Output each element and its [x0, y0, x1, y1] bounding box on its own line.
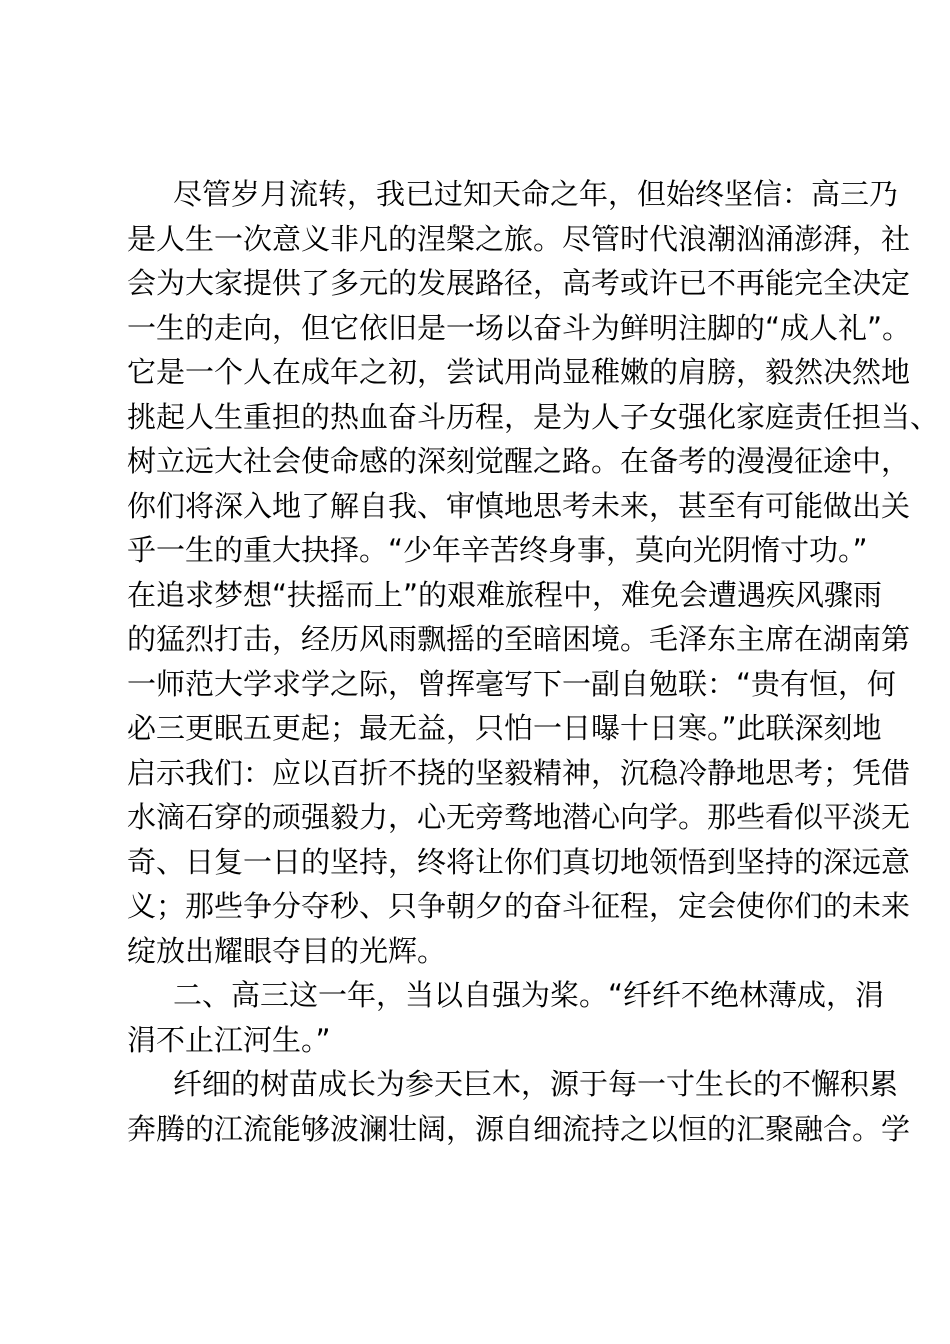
text-line: 的猛烈打击，经历风雨飘摇的至暗困境。毛泽东主席在湖南第 — [127, 622, 911, 656]
text-line: 是人生一次意义非凡的涅槃之旅。尽管时代浪潮汹涌澎湃，社 — [127, 221, 911, 256]
text-line: 奇、日复一日的坚持，终将让你们真切地领悟到坚持的深远意 — [127, 844, 911, 879]
text-line: 纤细的树苗成长为参天巨木，源于每一寸生长的不懈积累 — [173, 1067, 899, 1101]
paragraph-3 — [127, 1062, 911, 1151]
text-line: 它是一个人在成年之初，尝试用尚显稚嫩的肩膀，毅然决然地 — [127, 355, 911, 389]
paragraph-1 — [127, 172, 940, 973]
text-line: 义；那些争分夺秒、只争朝夕的奋斗征程，定会使你们的未来 — [127, 889, 911, 923]
text-line: 一师范大学求学之际，曾挥毫写下一副自勉联：“贵有恒，何 — [127, 666, 897, 701]
text-line: 奔腾的江流能够波澜壮阔，源自细流持之以恒的汇聚融合。学 — [127, 1111, 911, 1146]
text-line: 乎一生的重大抉择。“少年辛苦终身事，莫向光阴惰寸功。” — [127, 533, 868, 567]
text-line: 会为大家提供了多元的发展路径，高考或许已不再能完全决定 — [127, 266, 911, 300]
body-text — [127, 172, 940, 1151]
paragraph-2 — [127, 973, 885, 1062]
text-line: 挑起人生重担的热血奋斗历程，是为人子女强化家庭责任担当、 — [127, 399, 940, 434]
text-line: 一生的走向，但它依旧是一场以奋斗为鲜明注脚的“成人礼”。 — [127, 310, 912, 345]
text-line: 你们将深入地了解自我、审慎地思考未来，甚至有可能做出关 — [127, 488, 911, 523]
text-line: 水滴石穿的顽强毅力，心无旁骛地潜心向学。那些看似平淡无 — [127, 800, 911, 834]
text-line: 必三更眠五更起；最无益，只怕一日曝十日寒。”此联深刻地 — [127, 711, 882, 745]
text-line: 二、高三这一年，当以自强为桨。“纤纤不绝林薄成，涓 — [173, 978, 885, 1012]
text-line: 启示我们：应以百折不挠的坚毅精神，沉稳冷静地思考；凭借 — [127, 755, 911, 790]
text-line: 树立远大社会使命感的深刻觉醒之路。在备考的漫漫征途中， — [127, 444, 911, 478]
text-line: 涓不止江河生。” — [127, 1022, 331, 1057]
text-line: 在追求梦想“扶摇而上”的艰难旅程中，难免会遭遇疾风骤雨 — [127, 577, 883, 612]
text-line: 绽放出耀眼夺目的光辉。 — [127, 933, 447, 968]
text-line: 尽管岁月流转，我已过知天命之年，但始终坚信：高三乃 — [173, 177, 899, 211]
